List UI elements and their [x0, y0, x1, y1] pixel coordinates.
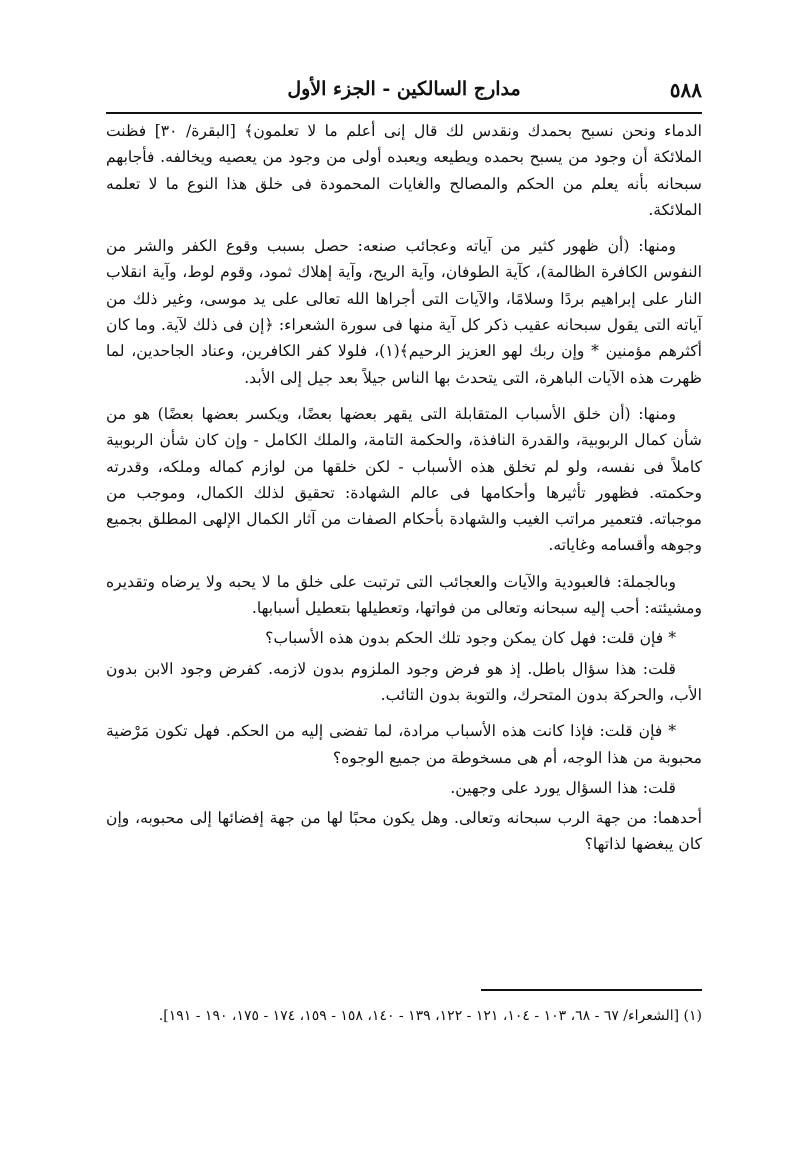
header-rule: [106, 112, 702, 114]
page-header: [106, 78, 702, 108]
footnote-rule: [481, 989, 702, 991]
answer-two-first-aspect: أحدهما: من جهة الرب سبحانه وتعالى. وهل يكون محبًا لها من جهة إفضائها إلى محبوبه، وإن كان يبغضها لذاتها؟: [106, 809, 702, 854]
question-one: * فإن قلت: فهل كان يمكن وجود تلك الحكم بدون هذه الأسباب؟: [265, 629, 676, 648]
question-two: * فإن قلت: فإذا كانت هذه الأسباب مرادة، لما تفضى إليه من الحكم. فهل تكون مَرْضية محبوبة من هذا الوجه، أم هى مسخوطة من جميع الوجوه؟: [106, 722, 702, 767]
footnote: (١) [الشعراء/ ٦٧ - ٦٨، ١٠٣ - ١٠٤، ١٢١ - ١٢٢، ١٣٩ - ١٤٠، ١٥٨ - ١٥٩، ١٧٤ - ١٧٥، ١٩٠ - ١٩١].: [158, 1008, 702, 1024]
paragraph-signs-of-creation: ومنها: (أن ظهور كثير من آياته وعجائب صنعه: حصل بسبب وقوع الكفر والشر من النفوس الكافرة الظالمة)، كآية الطوفان، وآية الريح، وآية إهلاك ثمود، وقوم لوط، وآية انقلاب النار على إبراهيم بردًا وسلامًا، والآيات التى أجراها الله تعالى على يد موسى، وغير ذلك من آياته التى يقول سبحانه عقيب ذكر كل آية منها فى سورة الشعراء: ﴿إن فى ذلك لآية. وما كان أكثرهم مؤمنين * وإن ربك لهو العزيز الرحيم﴾(١)، فلولا كفر الكافرين، وعناد الجاحدين، لما ظهرت هذه الآيات الباهرة، التى يتحدث بها الناس جيلاً بعد جيل إلى الأبد.: [106, 237, 702, 387]
paragraph-in-summary: وبالجملة: فالعبودية والآيات والعجائب التى ترتبت على خلق ما لا يحبه ولا يرضاه وتقديره ومشيئته: أحب إليه سبحانه وتعالى من فواتها، وتعطيلها بتعطيل أسبابها.: [106, 572, 702, 618]
paragraph-continuation: الدماء ونحن نسبح بحمدك ونقدس لك قال إنى أعلم ما لا تعلمون﴾ [البقرة/ ٣٠] فظنت الملائكة أن وجود من يسبح بحمده ويطيعه ويعبده أولى من وجود من يعصيه ويخالفه. فأجابهم سبحانه بأنه يعلم من الحكم والمصالح والغايات المحمودة فى خلق هذا النوع ما لا تعلمه الملائكة.: [106, 122, 702, 219]
answer-one: قلت: هذا سؤال باطل. إذ هو فرض وجود الملزوم بدون لازمه. كفرض وجود الابن بدون الأب، والحركة بدون المتحرك، والتوبة بدون التائب.: [106, 659, 702, 704]
page-number: ٥٨٨: [669, 78, 702, 102]
answer-two-intro: قلت: هذا السؤال يورد على وجهين.: [450, 778, 676, 797]
paragraph-opposing-causes: ومنها: (أن خلق الأسباب المتقابلة التى يقهر بعضها بعضًا، ويكسر بعضها بعضًا) هو من شأن كمال الربوبية، والقدرة النافذة، والحكمة التامة، والملك الكامل - وإن كان شأن الربوبية كاملاً فى نفسه، ولو لم تخلق هذه الأسباب - لكن خلقها من لوازم كماله وملكه، وقدرته وحكمته. فظهور تأثيرها وأحكامها فى عالم الشهادة: تحقيق لذلك الكمال، وموجب من موجباته. فتعمير مراتب الغيب والشهادة بأحكام الصفات من آثار الكمال الإلهى المطلق بجميع وجوهه وأقسامه وغاياته.: [106, 404, 702, 555]
running-title: مدارج السالكين - الجزء الأول: [287, 78, 521, 100]
body-text: [106, 118, 702, 868]
